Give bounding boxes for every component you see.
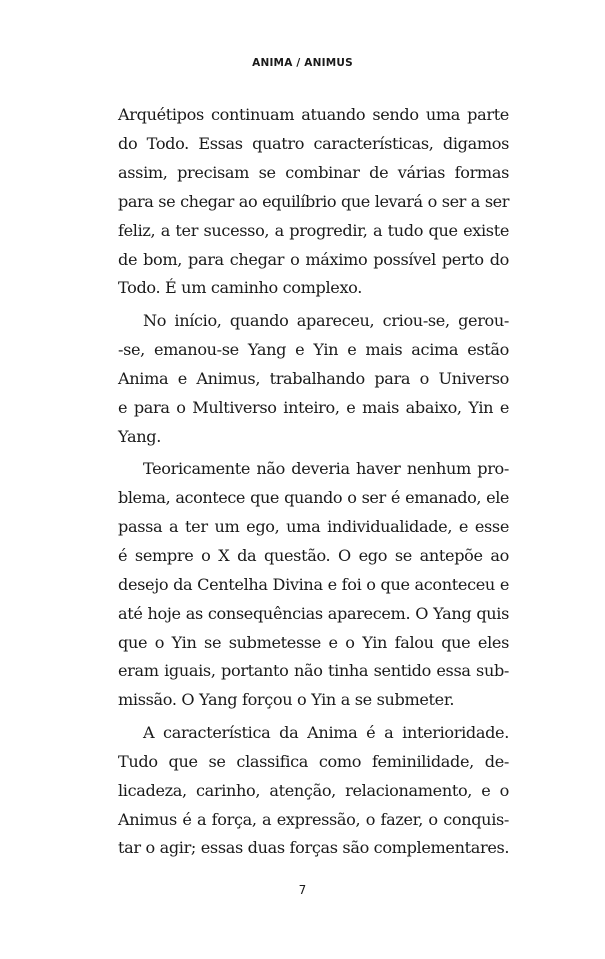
text-line: Todo. É um caminho complexo. [118,278,363,298]
text-line: licadeza, carinho, atenção, relacionamento, e o [118,780,509,800]
paragraph-2 [118,307,509,452]
paragraph-1 [118,101,509,303]
running-head-title: ANIMA / ANIMUS [252,57,353,69]
paragraph-3 [118,455,509,715]
text-line: que o Yin se submetesse e o Yin falou que eles [118,632,509,652]
text-line: tar o agir; essas duas forças são complementares. [118,838,510,858]
text-line: Teoricamente não deveria haver nenhum pro- [143,459,509,479]
text-line: missão. O Yang forçou o Yin a se submeter. [118,690,455,710]
text-line: -se, emanou-se Yang e Yin e mais acima estão [118,339,509,359]
text-line: até hoje as consequências aparecem. O Yang quis [118,603,509,623]
body-text [118,101,509,863]
text-line: feliz, a ter sucesso, a progredir, a tudo que existe [118,220,509,240]
text-line: eram iguais, portanto não tinha sentido essa sub- [118,661,509,681]
text-line: desejo da Centelha Divina e foi o que aconteceu e [118,574,509,594]
text-line: A característica da Anima é a interioridade. [143,722,509,742]
text-line: para se chegar ao equilíbrio que levará o ser a ser [118,191,509,211]
text-line: do Todo. Essas quatro características, digamos [118,133,509,153]
text-line: blema, acontece que quando o ser é emanado, ele [118,487,509,507]
paragraph-4 [118,719,509,864]
text-line: Tudo que se classifica como feminilidade, de- [118,751,509,771]
text-line: Animus é a força, a expressão, o fazer, o conquis- [118,809,509,829]
text-line: Anima e Animus, trabalhando para o Universo [118,368,509,388]
text-line: assim, precisam se combinar de várias formas [118,162,509,182]
text-line: Yang. [118,426,162,446]
text-line: passa a ter um ego, uma individualidade, e esse [118,516,509,536]
text-line: é sempre o X da questão. O ego se antepõe ao [118,545,509,565]
text-line: e para o Multiverso inteiro, e mais abaixo, Yin e [118,397,509,417]
page-number: 7 [298,883,307,897]
text-line: No início, quando apareceu, criou-se, gerou- [143,310,509,330]
text-line: Arquétipos continuam atuando sendo uma parte [118,105,509,124]
text-line: de bom, para chegar o máximo possível perto do [118,249,509,269]
